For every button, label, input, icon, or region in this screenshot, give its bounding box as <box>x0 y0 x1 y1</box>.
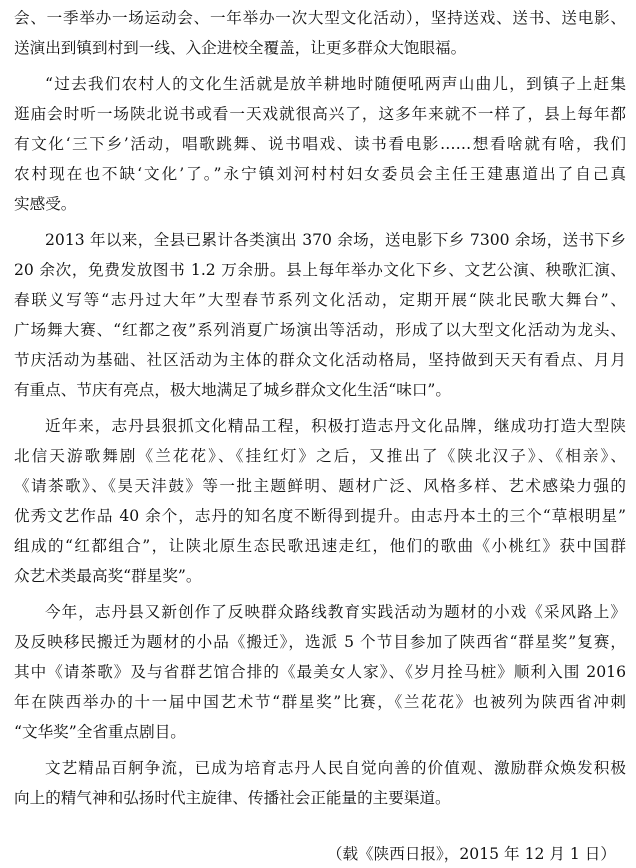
text-line: 文艺精品百舸争流，已成为培育志丹人民自觉向善的价值观、激励群众焕发积极 <box>45 759 626 777</box>
text-line: 实感受。 <box>14 195 77 213</box>
text-line: 2013 年以来，全县已累计各类演出 370 余场，送电影下乡 7300 余场，送书下乡 <box>45 231 626 249</box>
text-line: “文华奖”全省重点剧目。 <box>14 723 186 741</box>
text-line: 《请茶歌》、《昊天沣鼓》等一批主题鲜明、题材广泛、风格多样、艺术感染力强的 <box>14 477 626 495</box>
text-line: 向上的精气神和弘扬时代主旋律、传播社会正能量的主要渠道。 <box>14 789 451 807</box>
text-line: 广场舞大赛、“红都之夜”系列消夏广场演出等活动，形成了以大型文化活动为龙头、 <box>14 321 626 339</box>
text-line: 及反映移民搬迁为题材的小品《搬迁》，选派 5 个节目参加了陕西省“群星奖”复赛， <box>14 633 626 651</box>
text-line: 有文化‘三下乡’活动，唱歌跳舞、说书唱戏、读书看电影……想看啥就有啥，我们 <box>14 135 626 153</box>
text-line: 其中《请茶歌》及与省群艺馆合排的《最美女人家》、《岁月拴马桩》顺利入围 2016 <box>14 663 626 681</box>
source-citation: （载《陕西日报》，2015 年 12 月 1 日） <box>326 845 616 863</box>
text-line: 春联义写等“志丹过大年”大型春节系列文化活动，定期开展“陕北民歌大舞台”、 <box>14 291 626 309</box>
text-line: 会、一季举办一场运动会、一年举办一次大型文化活动），坚持送戏、送书、送电影、 <box>14 9 626 27</box>
text-line: 今年，志丹县又新创作了反映群众路线教育实践活动为题材的小戏《采风路上》 <box>45 603 626 621</box>
text-line: 北信天游歌舞剧《兰花花》、《挂红灯》之后，又推出了《陕北汉子》、《相亲》、 <box>14 447 626 465</box>
text-line: 节庆活动为基础、社区活动为主体的群众文化活动格局，坚持做到天天有看点、月月 <box>14 351 626 369</box>
text-line: 送演出到镇到村到一线、入企进校全覆盖，让更多群众大饱眼福。 <box>14 39 467 57</box>
text-line: 众艺术类最高奖“群星奖”。 <box>14 567 202 585</box>
text-line: 近年来，志丹县狠抓文化精品工程，积极打造志丹文化品牌，继成功打造大型陕 <box>45 417 626 435</box>
text-line: 年在陕西举办的十一届中国艺术节“群星奖”比赛，《兰花花》也被列为陕西省冲刺 <box>14 693 626 711</box>
text-line: 组成的“红都组合”，让陕北原生态民歌迅速走红，他们的歌曲《小桃红》获中国群 <box>14 537 626 555</box>
text-line: 逛庙会时听一场陕北说书或看一天戏就很高兴了，这多年来就不一样了，县上每年都 <box>14 105 626 123</box>
text-line: 20 余次，免费发放图书 1.2 万余册。县上每年举办文化下乡、文艺公演、秧歌汇演、 <box>14 261 626 279</box>
text-line: 农村现在也不缺‘文化’了。”永宁镇刘河村村妇女委员会主任王建惠道出了自己真 <box>14 165 626 183</box>
text-line: “过去我们农村人的文化生活就是放羊耕地时随便吼两声山曲儿，到镇子上赶集 <box>45 75 626 93</box>
text-line: 优秀文艺作品 40 余个，志丹的知名度不断得到提升。由志丹本土的三个“草根明星” <box>14 507 626 525</box>
text-line: 有重点、节庆有亮点，极大地满足了城乡群众文化生活“味口”。 <box>14 381 451 399</box>
